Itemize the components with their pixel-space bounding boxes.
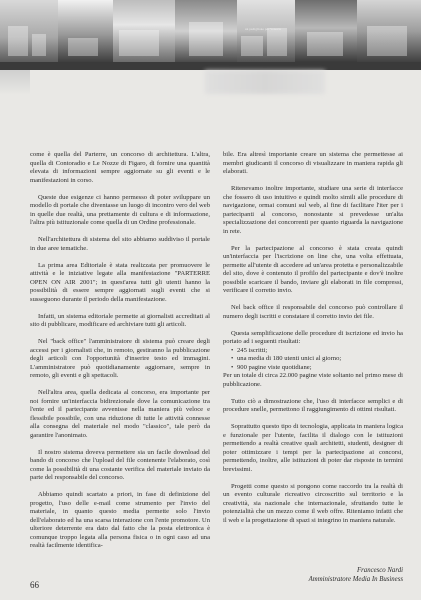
author-name: Francesco Nardi (357, 567, 403, 574)
paragraph: Il nostro sistema doveva permettere sia un facile download del bando di concorso che l'upload del file contenente l'elaborato, così come la possibilità di una costante verifica del materiale inviato da parte del responsabile del concorso. (30, 448, 210, 481)
paragraph: Ritenevamo inoltre importante, studiare una serie di interfacce che fossero di uso intuitivo e quindi molto simili alle procedure di navigazione, ormai comuni sul web, al fine di facilitare l'iter per i partecipanti al concorso, nonostante si prevedesse un'alta specializzazione dei concorrenti per quanto riguarda la navigazione in rete. (223, 185, 403, 235)
header-photo-3 (113, 0, 175, 62)
list-item: • 245 iscritti; (231, 347, 403, 356)
author-role: Amministratore Media In Business (308, 576, 403, 583)
header-photo-7 (357, 0, 421, 62)
header-photo-1 (0, 0, 58, 62)
paragraph: bile. Era altresì importante creare un sistema che permettesse ai membri giudicanti il concorso di visualizzare in maniera rapida gli elaborati. (223, 151, 403, 175)
paragraph: La prima area Editoriale è stata realizzata per promuovere le attività e le iniziative legate alla manifestazione "PARTERRE OPEN ON AIR 2001"; in quest'area tutti gli utenti hanno la possibilità di essere sempre aggiornati sugli eventi che si susseguono durante il periodo della manifestazione. (30, 261, 210, 303)
header-band (0, 62, 421, 70)
paragraph: Nel "back office" l'amministratore di sistema può creare degli accessi per i giornalisti che, in remoto, gestiranno la pubblicazione degli articoli con l'opportunità d'inserire testo ed immagini. L'amministratore può quotidianamente aggiornare, sempre in remoto, gli eventi e gli spettacoli. (30, 338, 210, 379)
results-list (223, 347, 403, 373)
list-item: • una media di 180 utenti unici al giorno; (231, 355, 403, 364)
paragraph: Per la partecipazione al concorso è stata creata quindi un'interfaccia per l'iscrizione on line che, una volta effettuata, permette all'utente di accedere ad un'area protetta e personalizzabile del sito, dove è contenuto il profilo del partecipante e dov'è inoltre possibile scaricare il bando, inviare gli elaborati in file compressi, verificare il corretto invio. (223, 244, 403, 294)
header-photo-strip (0, 0, 421, 70)
page-number: 66 (30, 580, 39, 590)
author-signature (223, 566, 403, 584)
header-photo-2 (58, 0, 113, 62)
paragraph: Tutto ciò a dimostrazione che, l'uso di interfacce semplici e di procedure snelle, permettono il raggiungimento di ottimi risultati. (223, 397, 403, 413)
paragraph: Abbiamo quindi scartato a priori, in fase di definizione del progetto, l'uso delle e-mail come strumento per l'invio del materiale, in quanto questo media permette solo l'invio dell'elaborato ed ha una scarsa interazione con l'ente promotore. Un ulteriore deterrente era dato dal fatto che la posta elettronica è comunque troppo legata alla persona fisica o in ogni caso ad una realtà facilmente identifica- (30, 491, 210, 549)
paragraph: Nel back office il responsabile del concorso può controllare il numero degli iscritti e constatare il corretto invio dei file. (223, 304, 403, 320)
header-shadow (0, 70, 30, 95)
right-text-column (223, 151, 403, 534)
faded-title-graphic (205, 70, 325, 94)
list-item: • 900 pagine viste quotidiane; (231, 364, 403, 373)
paragraph: come è quella del Parterre, un concorso di architettura. L'altra, quella di Contoradio e Le Nozze di Figaro, di fornire una quantità elevata di informazioni sempre aggiornate su gli eventi e le manifestazioni in corso. (30, 151, 210, 184)
header-photo-4 (175, 0, 237, 62)
paragraph: Nell'altra area, quella dedicata al concorso, era importante per noi fornire un'interfaccia bidirezionale dove la comunicazione tra l'ente ed il partecipante avvenisse nella maniera più veloce e flessibile possibile, con una riduzione di tutte le attività connesse alla consegna del materiale nel modo "classico", tale però da garantire l'anonimato. (30, 389, 210, 439)
paragraph: Progetti come questo si pongono come raccordo tra la realtà di un evento culturale ricreativo circoscritto sul territorio e la creatività, sia nazionale che internazionale, sfruttando tutte le potenzialità che un mezzo come il web offre. Riteniamo infatti che il web e la progettazione di spazi si integrino in maniera naturale. (223, 482, 403, 524)
paragraph: Soprattutto questo tipo di tecnologia, applicata in maniera logica e funzionale per l'utente, facilita il dialogo con le istituzioni permettendo a realtà creative quali architetti, studenti, designer di poter ottimizzare i tempi per la partecipazione ai concorsi, permettendo, inoltre, alle istituzioni di poter dar risposte in termini brevissimi. (223, 423, 403, 473)
header-photo-caption: un padiglione per Venezia (245, 27, 282, 31)
paragraph: Per un totale di circa 22.000 pagine viste soltanto nel primo mese di pubblicazione. (223, 372, 403, 388)
paragraph: Nell'architettura di sistema del sito abbiamo suddiviso il portale in due aree tematiche. (30, 236, 210, 252)
left-text-column (30, 151, 210, 559)
paragraph: Queste due esigenze ci hanno permesso di poter sviluppare un modello di portale che diventasse un luogo di incontro vero del web in quelle due realtà, una prettamente di cultura e di informazione, l'altra più istituzionale come quella di un Ordine professionale. (30, 193, 210, 226)
paragraph: Questa semplificazione delle procedure di iscrizione ed invio ha portato ad i seguenti risultati: (223, 329, 403, 345)
paragraph: Infatti, un sistema editoriale permette ai giornalisti accreditati al sito di pubblicare, modificare ed archiviare tutti gli articoli. (30, 312, 210, 328)
